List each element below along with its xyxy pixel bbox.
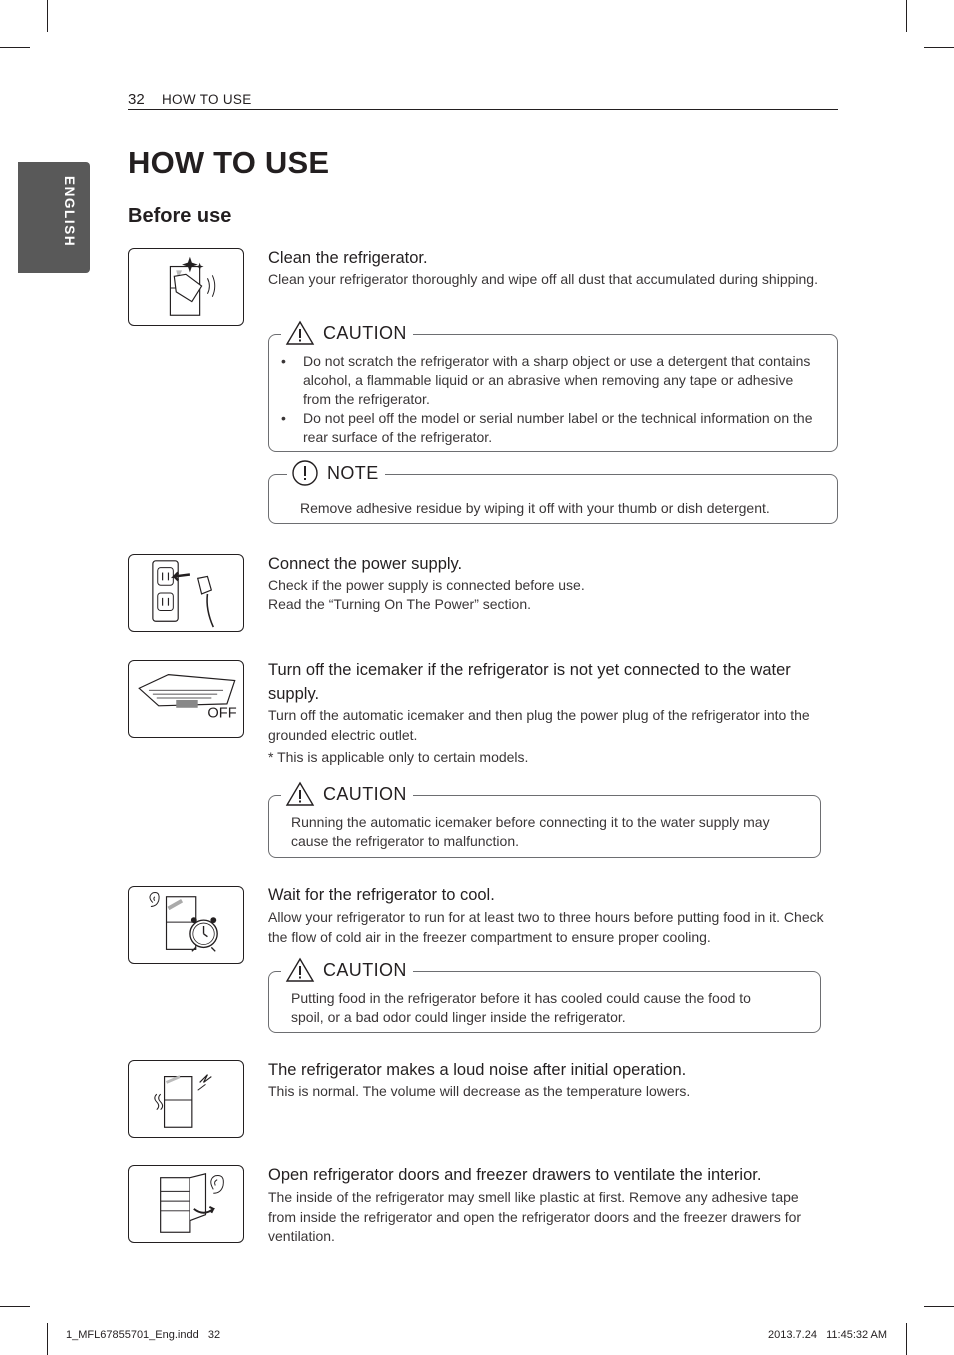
language-tab-label: ENGLISH bbox=[62, 176, 77, 248]
step-title-clean: Clean the refrigerator. bbox=[268, 249, 428, 267]
step-title-icemaker: Turn off the icemaker if the refrigerator is not yet connected to the water supply. bbox=[268, 661, 791, 703]
note-icon bbox=[291, 459, 319, 487]
crop-mark bbox=[47, 1323, 48, 1355]
step-body-ventilate: The inside of the refrigerator may smell like plastic at first. Remove any adhesive tape from inside the refrigerator and open the refrigerator doors and the freezer drawers for ventilation. bbox=[268, 1189, 802, 1244]
caution-box bbox=[268, 959, 821, 1033]
caution-label: CAUTION bbox=[323, 959, 407, 980]
step-body-noise: This is normal. The volume will decrease as the temperature lowers. bbox=[268, 1083, 691, 1099]
caution-label: CAUTION bbox=[323, 783, 407, 804]
step-title-power: Connect the power supply. bbox=[268, 555, 463, 573]
caution-label: CAUTION bbox=[323, 322, 407, 343]
warning-triangle-icon bbox=[285, 781, 315, 807]
step-body-clean: Clean your refrigerator thoroughly and wipe off all dust that accumulated during shipping. bbox=[268, 271, 818, 287]
crop-mark bbox=[47, 0, 48, 32]
crop-mark bbox=[924, 1306, 954, 1307]
caution-text: Running the automatic icemaker before connecting it to the water supply may cause the refrigerator to malfunction. bbox=[291, 814, 770, 849]
step-title-cool: Wait for the refrigerator to cool. bbox=[268, 886, 495, 904]
icemaker-off-text: OFF bbox=[207, 705, 237, 722]
section-title: Before use bbox=[128, 205, 232, 227]
caution-box bbox=[268, 322, 838, 452]
crop-mark bbox=[0, 47, 30, 48]
crop-mark bbox=[906, 0, 907, 32]
step-title-noise: The refrigerator makes a loud noise after initial operation. bbox=[268, 1061, 687, 1079]
caution-text: Putting food in the refrigerator before it has cooled could cause the food to spoil, or a bad odor could linger inside the refrigerator. bbox=[291, 990, 751, 1025]
running-header-section: HOW TO USE bbox=[162, 92, 252, 107]
crop-mark bbox=[924, 47, 954, 48]
refrigerator-clock-icon bbox=[128, 886, 244, 964]
warning-triangle-icon bbox=[285, 957, 315, 983]
step-note-icemaker: * This is applicable only to certain models. bbox=[268, 749, 529, 765]
note-label: NOTE bbox=[327, 462, 379, 483]
step-body-power-line1: Check if the power supply is connected before use. bbox=[268, 577, 585, 593]
refrigerator-ventilate-icon bbox=[128, 1165, 244, 1243]
note-box bbox=[268, 462, 838, 524]
page-number: 32 bbox=[128, 91, 145, 108]
caution-box bbox=[268, 783, 821, 858]
step-title-ventilate: Open refrigerator doors and freezer drawers to ventilate the interior. bbox=[268, 1166, 762, 1184]
step-body-icemaker: Turn off the automatic icemaker and then plug the power plug of the refrigerator into the grounded electric outlet. bbox=[268, 707, 810, 743]
note-text: Remove adhesive residue by wiping it off with your thumb or dish detergent. bbox=[300, 500, 770, 516]
footer-file-slug: 1_MFL67855701_Eng.indd 32 bbox=[66, 1329, 221, 1341]
crop-mark bbox=[906, 1323, 907, 1355]
footer-timestamp: 2013.7.24 11:45:32 AM bbox=[768, 1329, 888, 1341]
refrigerator-cleaning-icon bbox=[128, 248, 244, 326]
power-outlet-plug-icon bbox=[128, 554, 244, 632]
step-body-cool: Allow your refrigerator to run for at least two to three hours before putting food in it. Check the flow of cold air in the freezer compartment to ensure proper cooling. bbox=[268, 909, 824, 945]
caution-item: • Do not scratch the refrigerator with a sharp object or use a detergent that contains alcohol, a flammable liquid or an abrasive when removing any tape or adhesive from the refrigerator. bbox=[297, 352, 823, 409]
warning-triangle-icon bbox=[285, 320, 315, 346]
caution-item: • Do not peel off the model or serial number label or the technical information on the rear surface of the refrigerator. bbox=[297, 409, 823, 447]
running-header bbox=[128, 90, 838, 110]
icemaker-off-icon bbox=[128, 660, 244, 738]
step-body-power-line2: Read the “Turning On The Power” section. bbox=[268, 596, 532, 612]
crop-mark bbox=[0, 1306, 30, 1307]
refrigerator-noise-icon bbox=[128, 1060, 244, 1138]
language-tab bbox=[18, 162, 90, 273]
page-title: HOW TO USE bbox=[128, 145, 330, 180]
